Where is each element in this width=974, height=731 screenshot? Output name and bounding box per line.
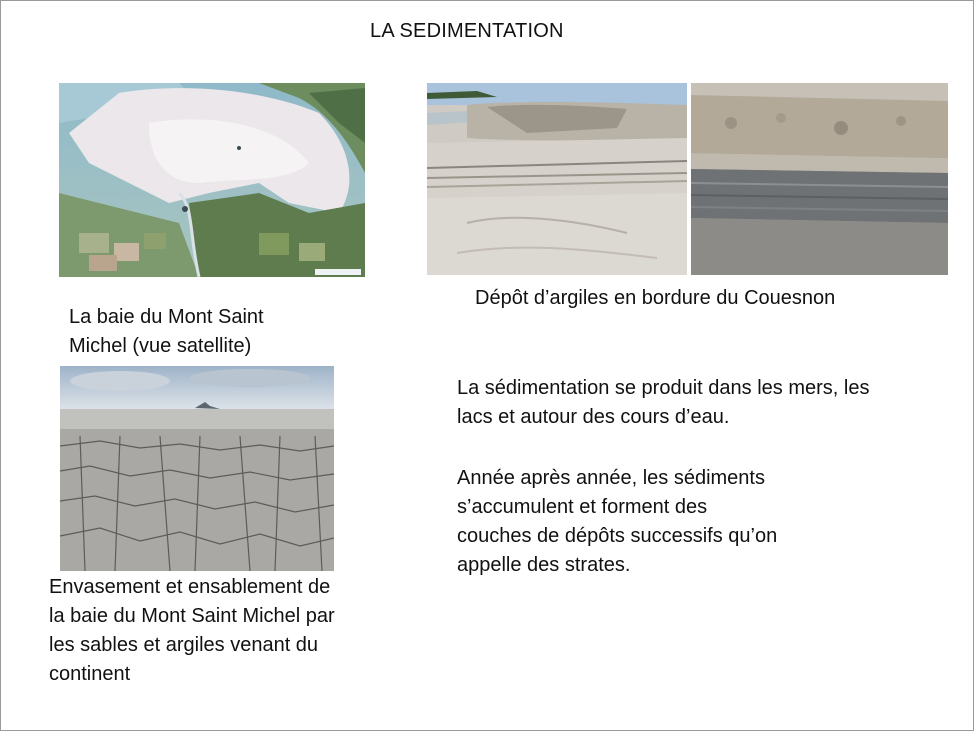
clay-caption-text: Dépôt d’argiles en bordure du Couesnon — [475, 287, 836, 309]
satellite-caption-line: La baie du Mont Saint — [69, 306, 264, 328]
clay-cliff-icon — [427, 83, 687, 275]
slide-title: LA SEDIMENTATION — [370, 20, 564, 42]
body-line: s’accumulent et forment des — [457, 496, 708, 518]
clay-right-photo — [691, 83, 948, 275]
body-line: Année après année, les sédiments — [457, 467, 765, 489]
body-paragraph-2 — [457, 464, 777, 580]
mudflat-caption-line: Envasement et ensablement de — [49, 576, 331, 598]
clay-caption — [475, 284, 835, 313]
clay-strata-icon — [691, 83, 948, 275]
mudflat-caption-line: la baie du Mont Saint Michel par — [49, 605, 335, 627]
mudflat-caption — [49, 573, 335, 689]
body-paragraph-1 — [457, 374, 869, 432]
body-line: couches de dépôts successifs qu’on — [457, 525, 778, 547]
mudflat-caption-line: les sables et argiles venant du — [49, 634, 319, 656]
cracked-mudflat-icon — [60, 366, 334, 571]
satellite-image — [59, 83, 365, 277]
mudflat-caption-line: continent — [49, 663, 131, 685]
clay-left-photo — [427, 83, 687, 275]
satellite-caption — [69, 303, 264, 361]
satellite-caption-line: Michel (vue satellite) — [69, 335, 252, 357]
satellite-map-icon — [59, 83, 365, 277]
mudflat-photo — [60, 366, 334, 571]
body-line: La sédimentation se produit dans les mers, les — [457, 377, 870, 399]
body-line: lacs et autour des cours d’eau. — [457, 406, 730, 428]
body-line: appelle des strates. — [457, 554, 631, 576]
